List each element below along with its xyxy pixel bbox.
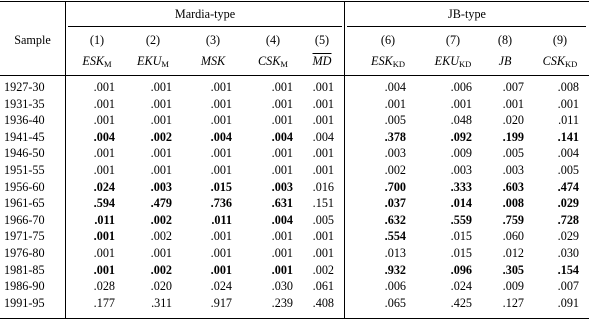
sample-period: 1931-35 — [4, 96, 45, 111]
sample-period: 1951-55 — [4, 163, 45, 177]
p-value-cell: .001 — [93, 146, 115, 161]
p-value-cell: .554 — [384, 229, 406, 244]
p-value-cell: .020 — [150, 279, 172, 294]
p-value-cell: .020 — [502, 113, 524, 128]
p-value-cell: .012 — [502, 246, 524, 260]
p-value-cell: .474 — [557, 179, 579, 194]
stat-name: ESK — [82, 54, 105, 68]
group-divider — [344, 1, 345, 319]
stat-name: MSK — [200, 54, 226, 68]
p-value-cell: .015 — [450, 246, 472, 260]
p-value-cell: .001 — [312, 163, 334, 177]
p-value-cell: .024 — [450, 279, 472, 294]
stat-name: EKU — [137, 54, 162, 68]
p-value-cell: .001 — [210, 229, 232, 244]
p-value-cell: .001 — [271, 246, 293, 260]
p-value-cell: .001 — [150, 146, 172, 161]
p-value-cell: .239 — [271, 295, 293, 310]
p-value-cell: .001 — [384, 96, 406, 111]
p-value-cell: .004 — [210, 129, 232, 144]
p-value-cell: .003 — [450, 163, 472, 177]
stat-header-9 — [526, 54, 589, 68]
p-value-cell: .009 — [450, 146, 472, 161]
stat-header-6 — [354, 54, 422, 68]
p-value-cell: .425 — [450, 295, 472, 310]
sample-header: Sample — [14, 33, 51, 47]
p-value-cell: .700 — [384, 179, 406, 194]
p-value-cell: .177 — [93, 295, 115, 310]
p-value-cell: .001 — [150, 163, 172, 177]
p-value-cell: .002 — [312, 262, 334, 277]
p-value-cell: .001 — [93, 113, 115, 128]
p-value-cell: .092 — [450, 129, 472, 144]
p-value-cell: .003 — [502, 163, 524, 177]
p-value-cell: .001 — [271, 113, 293, 128]
p-value-cell: .002 — [384, 163, 406, 177]
mardia-group-header: Mardia-type — [174, 7, 236, 21]
p-value-cell: .014 — [450, 196, 472, 211]
sample-period: 1946-50 — [4, 146, 45, 161]
stat-name: EKU — [434, 54, 460, 68]
p-value-cell: .001 — [210, 113, 232, 128]
top-rule — [0, 1, 589, 2]
p-value-cell: .004 — [271, 129, 293, 144]
p-value-cell: .001 — [150, 113, 172, 128]
p-value-cell: .199 — [502, 129, 524, 144]
p-value-cell: .001 — [271, 146, 293, 161]
jb-underline — [347, 26, 586, 27]
p-value-cell: .127 — [502, 295, 524, 310]
p-value-cell: .008 — [502, 196, 524, 211]
p-value-cell: .007 — [557, 279, 579, 294]
p-value-cell: .003 — [271, 179, 293, 194]
p-value-cell: .736 — [210, 196, 232, 211]
p-value-cell: .001 — [93, 229, 115, 244]
p-value-cell: .024 — [93, 179, 115, 194]
p-value-cell: .001 — [271, 229, 293, 244]
p-value-cell: .011 — [558, 113, 579, 128]
stat-name: JB — [498, 54, 512, 68]
p-value-cell: .631 — [271, 196, 293, 211]
p-value-cell: .048 — [450, 113, 472, 128]
p-value-cell: .005 — [312, 212, 334, 227]
p-value-cell: .096 — [450, 262, 472, 277]
p-value-cell: .001 — [312, 246, 334, 260]
p-value-cell: .408 — [312, 295, 334, 310]
stat-subscript: M — [161, 59, 169, 69]
p-value-cell: .004 — [384, 80, 406, 94]
p-value-cell: .001 — [210, 96, 232, 111]
p-value-cell: .001 — [312, 146, 334, 161]
header-bottom-rule — [0, 75, 589, 76]
p-value-cell: .061 — [312, 279, 334, 294]
p-value-cell: .091 — [557, 295, 579, 310]
p-value-cell: .917 — [210, 295, 232, 310]
p-value-cell: .001 — [502, 96, 524, 111]
p-value-cell: .013 — [384, 246, 406, 260]
p-value-cell: .305 — [502, 262, 524, 277]
p-value-cell: .004 — [271, 212, 293, 227]
p-value-cell: .016 — [312, 179, 334, 194]
stat-subscript: KD — [392, 59, 405, 69]
p-value-cell: .011 — [94, 212, 115, 227]
p-value-cell: .001 — [210, 262, 232, 277]
sample-period: 1961-65 — [4, 196, 45, 211]
p-value-cell: .603 — [502, 179, 524, 194]
p-value-cell: .001 — [150, 96, 172, 111]
p-value-cell: .001 — [150, 80, 172, 94]
p-value-cell: .001 — [150, 246, 172, 260]
sample-period: 1936-40 — [4, 113, 45, 128]
mardia-underline — [68, 26, 342, 27]
column-number-2: (2) — [145, 33, 161, 47]
stat-header-3 — [179, 54, 247, 68]
sample-divider — [65, 1, 66, 319]
p-value-cell: .001 — [210, 163, 232, 177]
p-value-cell: .060 — [502, 229, 524, 244]
p-value-cell: .001 — [271, 262, 293, 277]
p-value-cell: .002 — [150, 212, 172, 227]
stat-header-5 — [288, 54, 356, 68]
p-value-cell: .015 — [450, 229, 472, 244]
stat-name: ESK — [371, 54, 393, 68]
column-number-3: (3) — [205, 33, 221, 47]
p-value-cell: .029 — [557, 229, 579, 244]
p-value-cell: .004 — [312, 129, 334, 144]
p-value-cell: .001 — [450, 96, 472, 111]
column-number-5: (5) — [314, 33, 330, 47]
column-number-6: (6) — [380, 33, 396, 47]
p-value-cell: .003 — [150, 179, 172, 194]
p-value-cell: .004 — [557, 146, 579, 161]
stat-name: CSK — [258, 54, 281, 68]
p-value-cell: .024 — [210, 279, 232, 294]
sample-period: 1966-70 — [4, 212, 45, 227]
column-number-8: (8) — [497, 33, 513, 47]
column-number-4: (4) — [265, 33, 281, 47]
p-value-cell: .001 — [210, 246, 232, 260]
p-value-cell: .001 — [557, 96, 579, 111]
p-value-cell: .378 — [384, 129, 406, 144]
sample-period: 1927-30 — [4, 80, 45, 94]
p-value-cell: .005 — [502, 146, 524, 161]
sample-period: 1981-85 — [4, 262, 45, 277]
p-value-cell: .030 — [271, 279, 293, 294]
p-value-cell: .141 — [557, 129, 579, 144]
p-value-cell: .008 — [557, 80, 579, 94]
p-value-cell: .001 — [271, 80, 293, 94]
p-value-cell: .015 — [210, 179, 232, 194]
p-value-cell: .759 — [502, 212, 524, 227]
jb-group-header: JB-type — [448, 7, 486, 21]
p-value-cell: .001 — [210, 80, 232, 94]
p-value-cell: .479 — [150, 196, 172, 211]
p-value-cell: .004 — [93, 129, 115, 144]
stat-name: CSK — [542, 54, 566, 68]
sample-period: 1991-95 — [4, 295, 45, 310]
p-value-cell: .001 — [312, 96, 334, 111]
stat-name: $\overline{MD}$ — [312, 54, 332, 68]
p-value-cell: .002 — [150, 229, 172, 244]
p-value-cell: .151 — [312, 196, 334, 211]
stat-subscript: KD — [565, 59, 578, 69]
p-value-cell: .006 — [384, 279, 406, 294]
p-value-cell: .001 — [93, 246, 115, 260]
p-value-cell: .002 — [150, 129, 172, 144]
sample-period: 1986-90 — [4, 279, 45, 294]
p-value-cell: .001 — [271, 163, 293, 177]
p-value-cell: .011 — [211, 212, 232, 227]
p-value-cell: .009 — [502, 279, 524, 294]
p-value-cell: .594 — [93, 196, 115, 211]
p-value-cell: .001 — [271, 96, 293, 111]
p-value-cell: .154 — [557, 262, 579, 277]
p-value-cell: .002 — [150, 262, 172, 277]
p-value-cell: .001 — [93, 163, 115, 177]
p-value-cell: .028 — [93, 279, 115, 294]
sample-period: 1976-80 — [4, 246, 45, 260]
p-value-cell: .005 — [557, 163, 579, 177]
p-value-cell: .029 — [557, 196, 579, 211]
column-number-9: (9) — [552, 33, 568, 47]
p-value-cell: .001 — [312, 113, 334, 128]
p-value-cell: .728 — [557, 212, 579, 227]
p-value-cell: .632 — [384, 212, 406, 227]
p-value-cell: .932 — [384, 262, 406, 277]
p-value-cell: .001 — [312, 229, 334, 244]
p-value-cell: .001 — [93, 80, 115, 94]
p-value-cell: .005 — [384, 113, 406, 128]
p-value-cell: .311 — [151, 295, 172, 310]
p-value-cell: .333 — [450, 179, 472, 194]
p-value-cell: .001 — [312, 80, 334, 94]
sample-period: 1971-75 — [4, 229, 45, 244]
p-value-cell: .559 — [450, 212, 472, 227]
p-value-cell: .003 — [384, 146, 406, 161]
p-value-cell: .030 — [557, 246, 579, 260]
p-value-cell: .001 — [93, 262, 115, 277]
p-value-cell: .001 — [93, 96, 115, 111]
p-value-cell: .007 — [502, 80, 524, 94]
stat-subscript: KD — [459, 59, 472, 69]
stat-subscript: M — [280, 59, 288, 69]
stat-header-2 — [119, 54, 187, 68]
column-number-1: (1) — [89, 33, 105, 47]
p-value-cell: .006 — [450, 80, 472, 94]
bottom-rule — [0, 318, 589, 319]
sample-period: 1941-45 — [4, 129, 45, 144]
p-value-cell: .037 — [384, 196, 406, 211]
stat-subscript: M — [104, 59, 112, 69]
column-number-7: (7) — [445, 33, 461, 47]
p-value-cell: .065 — [384, 295, 406, 310]
p-value-cell: .001 — [210, 146, 232, 161]
sample-period: 1956-60 — [4, 179, 45, 194]
